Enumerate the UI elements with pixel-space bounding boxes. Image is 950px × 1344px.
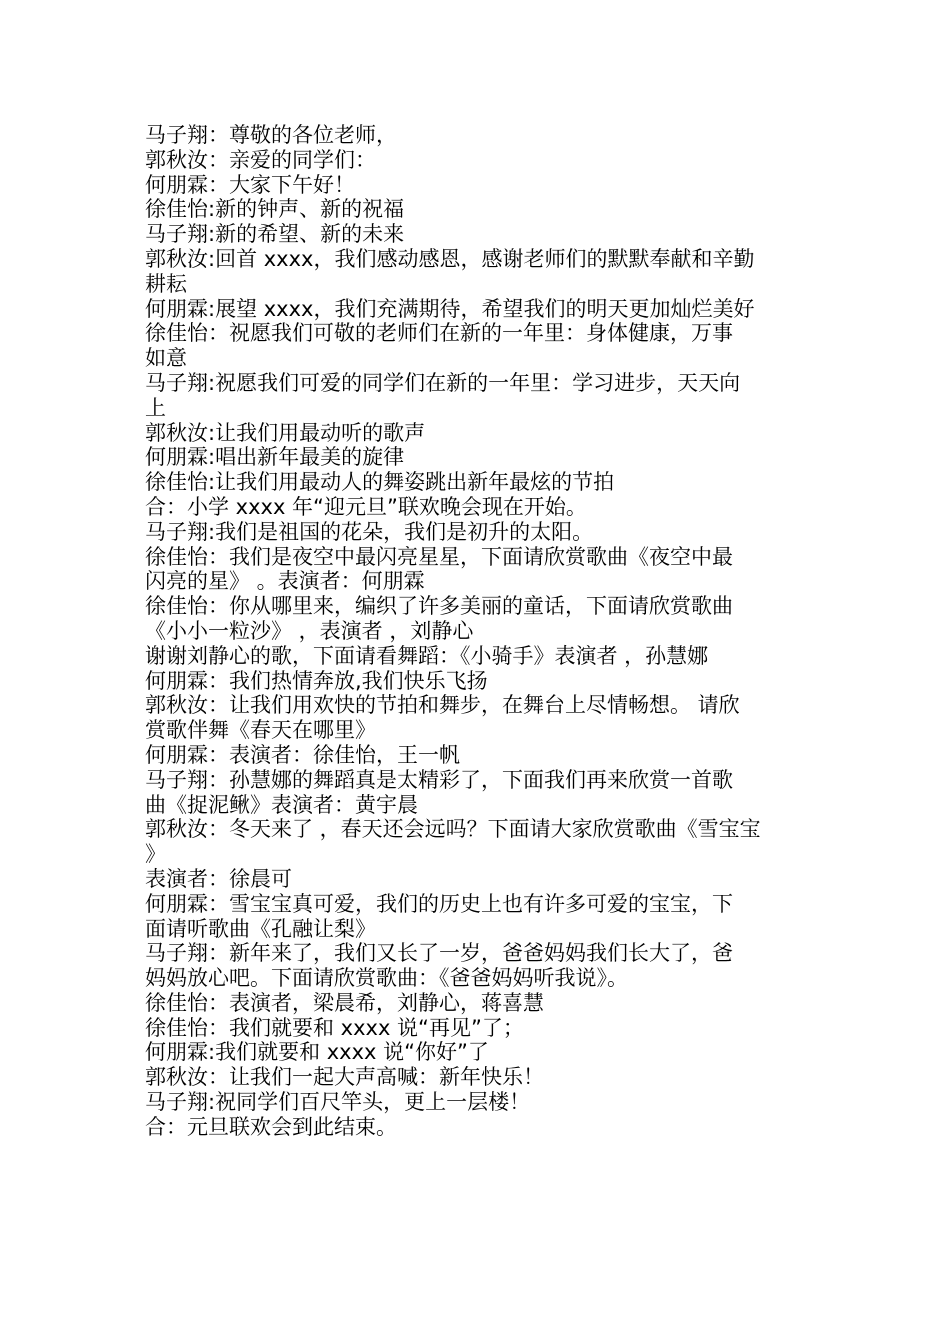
text-line: 徐佳怡:让我们用最动人的舞姿跳出新年最炫的节拍 — [145, 470, 615, 495]
text-line: 马子翔：新年来了，我们又长了一岁，爸爸妈妈我们长大了，爸 — [145, 941, 733, 966]
text-line: 何朋霖：我们热情奔放,我们快乐飞扬 — [145, 668, 488, 693]
text-line: 妈妈放心吧。下面请欣赏歌曲：《爸爸妈妈听我说》。 — [145, 966, 628, 991]
text-line: 如意 — [145, 346, 187, 371]
text-line: 合：元旦联欢会到此结束。 — [145, 1114, 397, 1139]
text-line: 》 — [145, 842, 166, 867]
text-line: 马子翔:祝愿我们可爱的同学们在新的一年里：学习进步，天天向 — [145, 370, 741, 395]
text-line: 徐佳怡:新的钟声、新的祝福 — [145, 197, 405, 222]
text-line: 何朋霖:唱出新年最美的旋律 — [145, 445, 405, 470]
text-line: 马子翔:我们是祖国的花朵，我们是初升的太阳。 — [145, 519, 594, 544]
text-line: 徐佳怡：表演者，梁晨希，刘静心，蒋喜慧 — [145, 990, 544, 1015]
text-line: 徐佳怡：祝愿我们可敬的老师们在新的一年里：身体健康，万事 — [145, 321, 733, 346]
text-line: 赏歌伴舞《春天在哪里》 — [145, 718, 376, 743]
text-line: 郭秋汝：冬天来了 ，春天还会远吗？下面请大家欣赏歌曲《雪宝宝 — [145, 817, 761, 842]
text-line: 郭秋汝:回首 xxxx，我们感动感恩，感谢老师们的默默奉献和辛勤 — [145, 246, 755, 271]
text-line: 谢谢刘静心的歌，下面请看舞蹈：《小骑手》表演者 ，孙慧娜 — [145, 643, 709, 668]
text-line: 郭秋汝：让我们用欢快的节拍和舞步，在舞台上尽情畅想。 请欣 — [145, 693, 740, 718]
text-line: 何朋霖：雪宝宝真可爱，我们的历史上也有许多可爱的宝宝，下 — [145, 891, 733, 916]
text-line: 徐佳怡：我们就要和 xxxx 说“再见”了； — [145, 1015, 524, 1040]
text-line: 曲《捉泥鳅》表演者：黄宇晨 — [145, 792, 418, 817]
text-line: 马子翔：尊敬的各位老师， — [145, 123, 397, 147]
text-line: 《小小一粒沙》 ，表演者 ，刘静心 — [145, 618, 474, 643]
text-line: 郭秋汝:让我们用最动听的歌声 — [145, 420, 426, 445]
text-line: 何朋霖:展望 xxxx，我们充满期待，希望我们的明天更加灿烂美好 — [145, 296, 755, 321]
text-line: 上 — [145, 395, 166, 420]
text-line: 马子翔：孙慧娜的舞蹈真是太精彩了，下面我们再来欣赏一首歌 — [145, 767, 733, 792]
text-line: 合：小学 xxxx 年“迎元旦”联欢晚会现在开始。 — [145, 494, 587, 519]
text-line: 马子翔:祝同学们百尺竿头，更上一层楼！ — [145, 1090, 531, 1115]
text-line: 何朋霖：表演者：徐佳怡，王一帆 — [145, 742, 460, 767]
text-line: 徐佳怡：我们是夜空中最闪亮星星，下面请欣赏歌曲《夜空中最 — [145, 544, 733, 569]
text-line: 徐佳怡：你从哪里来，编织了许多美丽的童话，下面请欣赏歌曲 — [145, 594, 733, 619]
text-line: 何朋霖：大家下午好！ — [145, 172, 355, 197]
text-line: 郭秋汝：让我们一起大声高喊：新年快乐！ — [145, 1065, 544, 1090]
text-line: 何朋霖:我们就要和 xxxx 说“你好”了 — [145, 1040, 489, 1065]
text-line: 闪亮的星》 。表演者：何朋霖 — [145, 569, 425, 594]
text-line: 郭秋汝：亲爱的同学们： — [145, 147, 376, 172]
script-text-block — [145, 123, 810, 1140]
text-line: 表演者：徐晨可 — [145, 866, 292, 891]
text-line: 马子翔:新的希望、新的未来 — [145, 222, 405, 247]
text-line: 面请听歌曲《孔融让梨》 — [145, 916, 376, 941]
text-line: 耕耘 — [145, 271, 187, 296]
